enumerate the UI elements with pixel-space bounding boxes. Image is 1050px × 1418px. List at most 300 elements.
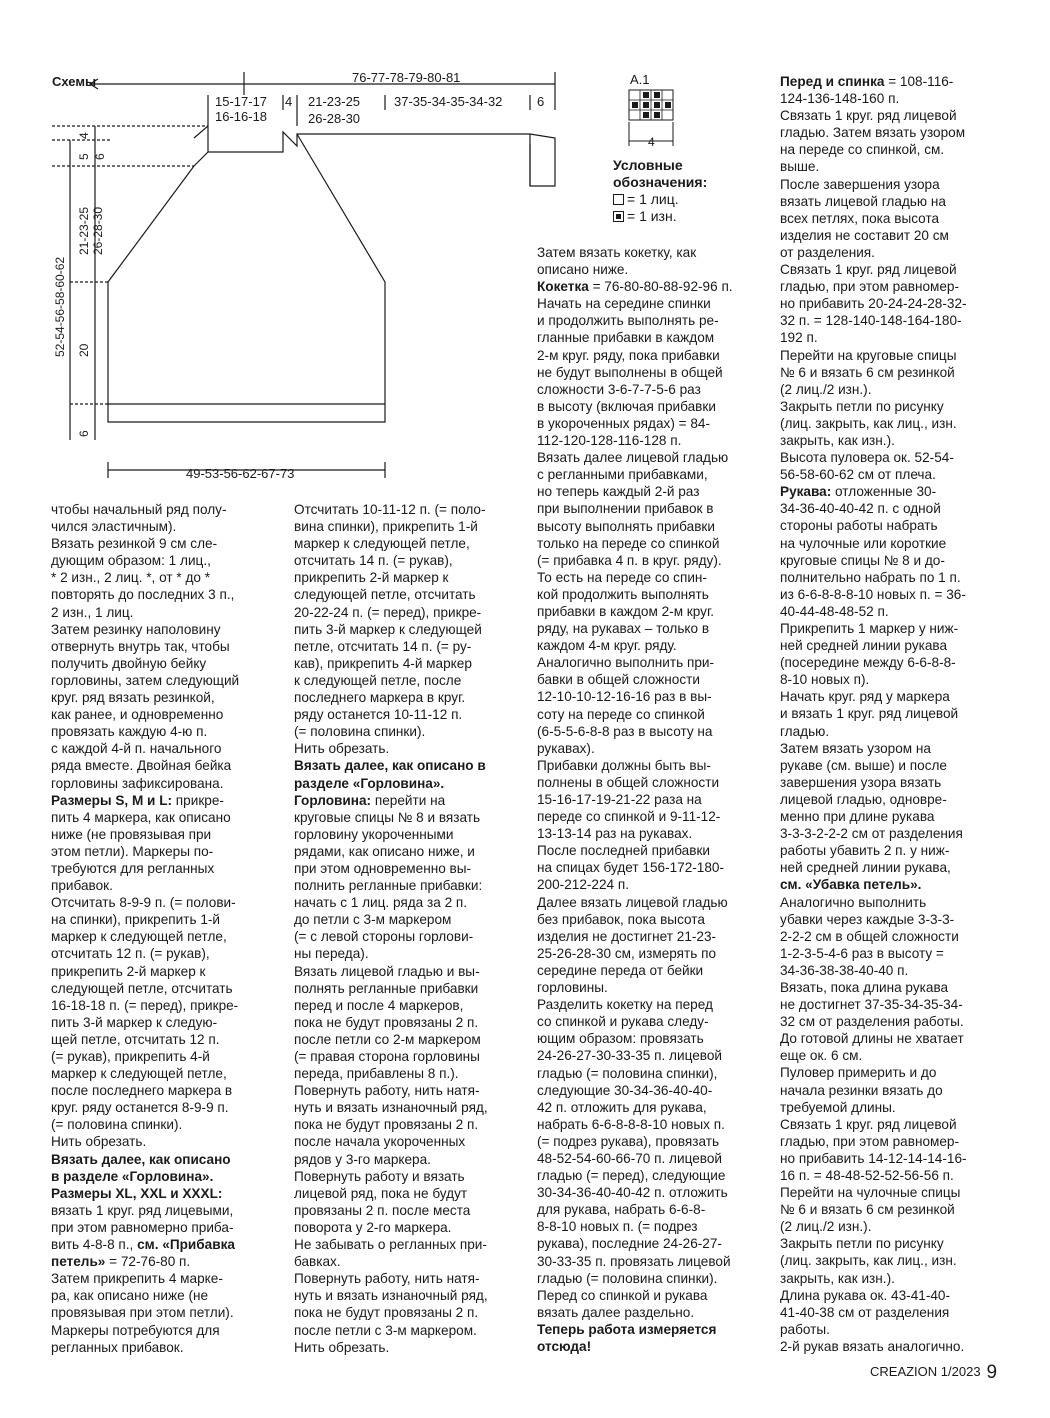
- text-segment: Прикрепить 1 маркер у ниж-: [780, 621, 959, 636]
- text-line: [51, 1304, 239, 1321]
- text-segment: Вязать резинкой 9 см сле-: [51, 536, 218, 552]
- text-segment: полнить регланные прибавки:: [294, 878, 483, 894]
- text-segment: (лиц. закрыть, как лиц., изн.: [780, 415, 957, 431]
- text-segment: работы.: [780, 1321, 830, 1337]
- text-line: [780, 637, 967, 654]
- text-segment: перейти на: [371, 792, 446, 808]
- text-line: [780, 295, 967, 312]
- text-line: [294, 1048, 488, 1065]
- text-segment: Вязать далее лицевой гладью: [537, 450, 729, 466]
- bold-segment: Горловина:: [294, 792, 372, 808]
- text-segment: 30-33-35 п. провязать лицевой: [537, 1253, 731, 1269]
- text-line: [537, 791, 733, 808]
- dim-raglan-b: 26-28-30: [308, 111, 361, 126]
- text-segment: 112-120-128-116-128 п.: [537, 433, 682, 449]
- text-segment: менно при длине рукава: [780, 809, 935, 825]
- dim-left-4: 4: [77, 132, 91, 139]
- text-line: [780, 1167, 967, 1184]
- text-line: [51, 1014, 239, 1031]
- text-line: [51, 1099, 239, 1116]
- text-segment: гладью (= половина спинки),: [537, 1065, 718, 1081]
- text-line: [780, 825, 967, 842]
- bold-segment: разделе «Горловина».: [294, 775, 445, 791]
- dim-left-5: 5: [77, 153, 91, 160]
- text-line: [51, 809, 239, 826]
- text-line: [537, 945, 733, 962]
- text-line: [294, 775, 488, 792]
- text-segment: пока не будут провязаны 2 п.: [294, 1305, 479, 1321]
- text-segment: Далее вязать лицевой гладью: [537, 894, 728, 910]
- text-line: [51, 1270, 239, 1287]
- text-segment: и вязать 1 круг. ряд лицевой: [780, 706, 959, 722]
- text-segment: горловины.: [537, 980, 608, 996]
- text-line: [537, 620, 733, 637]
- text-line: [780, 1235, 967, 1252]
- bold-segment: Вязать далее, как описано в: [294, 758, 486, 774]
- text-segment: завершения узора вязать: [780, 774, 942, 790]
- text-line: [780, 483, 967, 500]
- text-line: [780, 347, 967, 364]
- text-line: [780, 723, 967, 740]
- text-line: [51, 1202, 239, 1219]
- text-line: [537, 569, 733, 586]
- text-segment: рядов у 3-го маркера.: [294, 1151, 431, 1167]
- text-line: [51, 1339, 239, 1356]
- text-line: [780, 141, 967, 158]
- text-segment: Аналогично выполнить при-: [537, 655, 715, 671]
- text-segment: повторять до последних 3 п.,: [51, 587, 235, 603]
- text-line: [51, 1219, 239, 1236]
- knit-symbol-icon: [613, 194, 624, 205]
- text-line: [780, 449, 967, 466]
- text-line: [51, 775, 239, 792]
- text-segment: в высоту (включая прибавки: [537, 398, 716, 414]
- text-line: [51, 877, 239, 894]
- text-segment: ней средней линии рукава,: [780, 860, 951, 876]
- text-line: [537, 740, 733, 757]
- text-line: [537, 842, 733, 859]
- text-line: [537, 1047, 733, 1064]
- text-segment: каждом 4-м круг. ряду.: [537, 638, 677, 654]
- text-segment: нуть и вязать изнаночный ряд,: [294, 1100, 488, 1116]
- text-segment: 56-58-60-62 см от плеча.: [780, 467, 936, 483]
- text-line: [537, 1065, 733, 1082]
- text-line: [780, 586, 967, 603]
- text-line: [537, 654, 733, 671]
- text-segment: Вязать, пока длина рукава: [780, 979, 949, 995]
- text-line: [780, 688, 967, 705]
- text-segment: (2 лиц./2 изн.).: [780, 381, 872, 397]
- text-segment: закрыть, как изн.).: [780, 1270, 895, 1286]
- dim-yoke-a: 21-23-25: [77, 206, 91, 255]
- text-line: [51, 1133, 239, 1150]
- text-line: [51, 980, 239, 997]
- text-line: [780, 603, 967, 620]
- dim-neck-a: 15-17-17: [215, 94, 268, 109]
- text-segment: пить 3-й маркер к следующей: [294, 621, 482, 637]
- text-segment: вязать лицевой гладью на: [780, 193, 946, 209]
- text-line: [294, 655, 488, 672]
- text-segment: на чулочные или короткие: [780, 535, 947, 551]
- text-line: [51, 826, 239, 843]
- schematic-title: Схемы: [52, 74, 97, 89]
- text-line: [780, 1184, 967, 1201]
- text-segment: следующей петле, отсчитать: [294, 587, 476, 603]
- text-line: [780, 671, 967, 688]
- text-line: [294, 860, 488, 877]
- text-segment: Перейти на чулочные спицы: [780, 1185, 961, 1201]
- text-segment: 16-18-18 п. (= перед), прикре-: [51, 997, 239, 1013]
- text-line: [537, 979, 733, 996]
- text-line: [780, 1150, 967, 1167]
- bold-segment: Вязать далее, как описано: [51, 1151, 231, 1167]
- text-line: [51, 997, 239, 1014]
- text-line: [537, 381, 733, 398]
- text-line: [537, 1201, 733, 1218]
- text-segment: ра, как описано ниже (не: [51, 1288, 209, 1304]
- text-line: [537, 1235, 733, 1252]
- text-line: [537, 1013, 733, 1030]
- text-line: [780, 876, 967, 893]
- text-line: [294, 1133, 488, 1150]
- text-segment: следующей петле, отсчитать: [51, 980, 233, 996]
- text-segment: отсчитать 12 п. (= рукав),: [51, 946, 210, 962]
- text-segment: (= половина спинки).: [51, 1117, 183, 1133]
- text-line: [51, 1236, 239, 1253]
- text-segment: рукавах).: [537, 740, 595, 756]
- text-line: [780, 996, 967, 1013]
- text-segment: для рукава, набрать 6-6-8-: [537, 1202, 706, 1218]
- text-line: [780, 791, 967, 808]
- text-line: [51, 518, 239, 535]
- text-segment: Разделить кокетку на перед: [537, 997, 713, 1013]
- text-segment: 48-52-54-60-66-70 п. лицевой: [537, 1150, 722, 1166]
- text-line: [294, 1168, 488, 1185]
- text-segment: на спицах будет 156-172-180-: [537, 860, 725, 876]
- text-segment: Перед со спинкой и рукава: [537, 1287, 708, 1303]
- purl-symbol-icon: [613, 211, 624, 222]
- text-line: [51, 569, 239, 586]
- text-line: [780, 740, 967, 757]
- text-segment: № 6 и вязать 6 см резинкой: [780, 364, 955, 380]
- text-line: [537, 244, 733, 261]
- text-line: [537, 1304, 733, 1321]
- text-segment: с регланными прибавками,: [537, 467, 708, 483]
- text-line: [537, 432, 733, 449]
- text-line: [780, 329, 967, 346]
- text-line: [537, 415, 733, 432]
- text-segment: поворота у 2-го маркера.: [294, 1219, 452, 1235]
- text-line: [294, 672, 488, 689]
- text-segment: Вязать лицевой гладью и вы-: [294, 963, 480, 979]
- text-line: [51, 740, 239, 757]
- text-column-1: [51, 501, 239, 1356]
- dim-gap: 4: [285, 94, 293, 109]
- text-line: [537, 757, 733, 774]
- text-segment: Повернуть работу, нить натя-: [294, 1083, 480, 1099]
- text-segment: гладью, при этом равномер-: [780, 1133, 960, 1149]
- text-segment: вина спинки), прикрепить 1-й: [294, 519, 478, 535]
- text-line: [780, 1201, 967, 1218]
- text-segment: Затем вязать узором на: [780, 740, 931, 756]
- text-line: [780, 1218, 967, 1235]
- text-segment: 124-136-148-160 п.: [780, 91, 900, 107]
- text-segment: к следующей петле, после: [294, 672, 462, 688]
- text-segment: (= с левой стороны горлови-: [294, 929, 474, 945]
- text-segment: Связать 1 круг. ряд лицевой: [780, 108, 957, 124]
- bold-segment: Рукава:: [780, 484, 832, 500]
- dim-rib: 6: [77, 430, 91, 437]
- text-segment: (2 лиц./2 изн.).: [780, 1219, 872, 1235]
- text-segment: 32 п. = 128-140-148-164-180-: [780, 313, 962, 329]
- text-segment: № 6 и вязать 6 см резинкой: [780, 1202, 955, 1218]
- text-segment: работы убавить 2 п. у ниж-: [780, 843, 950, 859]
- page-footer: [870, 1362, 997, 1384]
- text-line: [780, 911, 967, 928]
- text-line: [537, 1287, 733, 1304]
- text-segment: Нить обрезать.: [51, 1134, 147, 1150]
- text-segment: после петли с 3-м маркером.: [294, 1322, 477, 1338]
- text-segment: (= половина спинки).: [294, 724, 426, 740]
- text-segment: вить 4-8-8 п.,: [51, 1237, 138, 1253]
- text-segment: провязывая при этом петли).: [51, 1305, 234, 1321]
- text-segment: = 108-116-: [884, 74, 954, 89]
- text-line: [294, 792, 488, 809]
- text-segment: 25-26-28-30 см, измерять по: [537, 945, 717, 961]
- text-segment: переда, прибавлены 8 п.).: [294, 1066, 459, 1082]
- text-segment: отложенные 30-: [831, 484, 937, 500]
- text-segment: со спинкой и рукава следу-: [537, 1014, 709, 1030]
- text-line: [537, 347, 733, 364]
- text-line: [294, 809, 488, 826]
- text-segment: 1-2-3-5-4-6 раз в высоту =: [780, 945, 944, 961]
- text-segment: соту на переде со спинкой: [537, 706, 705, 722]
- text-line: [780, 654, 967, 671]
- text-segment: 192 п.: [780, 330, 818, 346]
- bold-segment: Теперь работа измеряется: [537, 1321, 717, 1337]
- text-segment: нуть и вязать изнаночный ряд,: [294, 1288, 488, 1304]
- text-line: [537, 603, 733, 620]
- text-segment: (лиц. закрыть, как лиц., изн.: [780, 1253, 957, 1269]
- text-line: [294, 1253, 488, 1270]
- dim-raglan-a: 21-23-25: [308, 94, 361, 109]
- text-segment: Начать круг. ряд у маркера: [780, 689, 950, 705]
- text-segment: убавки через каждые 3-3-3-: [780, 911, 955, 927]
- text-line: [537, 586, 733, 603]
- text-segment: круговые спицы № 8 и вязать: [294, 809, 481, 825]
- text-segment: на переде со спинкой, см.: [780, 142, 945, 158]
- text-line: [537, 295, 733, 312]
- text-segment: = 72-76-80 п.: [105, 1254, 191, 1270]
- text-line: [294, 552, 488, 569]
- text-segment: после петли со 2-м маркером: [294, 1031, 481, 1047]
- text-line: [294, 843, 488, 860]
- text-segment: пить 3-й маркер к следую-: [51, 1014, 218, 1030]
- text-segment: провязать каждую 4-ю п.: [51, 724, 208, 740]
- text-segment: до петли с 3-м маркером: [294, 912, 452, 928]
- text-line: [51, 1031, 239, 1048]
- text-segment: (= прибавка 4 п. в круг. ряду).: [537, 552, 722, 568]
- text-segment: прибавки в каждом 2-м круг.: [537, 603, 715, 619]
- text-line: [294, 997, 488, 1014]
- text-segment: маркер к следующей петле,: [294, 536, 470, 552]
- text-segment: прибавок.: [51, 878, 113, 894]
- text-segment: вязать далее раздельно.: [537, 1304, 695, 1320]
- text-line: [537, 808, 733, 825]
- text-line: [780, 1099, 967, 1116]
- text-line: [780, 945, 967, 962]
- bold-segment: Кокетка: [537, 279, 589, 295]
- text-segment: гладью, при этом равномер-: [780, 279, 960, 295]
- text-column-3: [537, 244, 733, 1355]
- text-segment: последнего маркера в круг.: [294, 690, 466, 706]
- text-segment: прикрепить 2-й маркер к: [51, 963, 206, 979]
- text-segment: сложности 3-6-7-7-5-6 раз: [537, 381, 701, 397]
- text-line: [537, 688, 733, 705]
- dim-body-length: 20: [77, 343, 91, 357]
- text-line: [537, 278, 733, 295]
- text-line: [294, 1339, 488, 1356]
- text-segment: Связать 1 круг. ряд лицевой: [780, 1116, 957, 1132]
- text-line: [537, 1338, 733, 1355]
- text-segment: прикрепить 2-й маркер к: [294, 570, 449, 586]
- text-line: [294, 1151, 488, 1168]
- text-segment: набрать 6-6-8-8-8-10 новых п.: [537, 1116, 725, 1132]
- text-line: [51, 1082, 239, 1099]
- text-line: [780, 1270, 967, 1287]
- text-line: [294, 621, 488, 638]
- text-line: [294, 638, 488, 655]
- text-line: [780, 432, 967, 449]
- text-line: [51, 1185, 239, 1202]
- text-line: [537, 1184, 733, 1201]
- text-line: [294, 586, 488, 603]
- text-line: [780, 894, 967, 911]
- text-line: [780, 1030, 967, 1047]
- text-line: [780, 842, 967, 859]
- text-line: [537, 1150, 733, 1167]
- text-line: [780, 1252, 967, 1269]
- text-line: [780, 73, 967, 90]
- text-line: [294, 1270, 488, 1287]
- text-line: [780, 620, 967, 637]
- text-line: [537, 928, 733, 945]
- text-line: [780, 705, 967, 722]
- text-segment: горловину укороченными: [294, 826, 454, 842]
- text-segment: как ранее, и одновременно: [51, 707, 224, 723]
- text-line: [294, 1116, 488, 1133]
- text-line: [51, 1168, 239, 1185]
- text-segment: высоту выполнять прибавки: [537, 518, 715, 534]
- text-line: [780, 90, 967, 107]
- text-line: [537, 518, 733, 535]
- text-segment: Затем резинку наполовину: [51, 621, 221, 637]
- text-segment: круг. ряд вязать резинкой,: [51, 690, 215, 706]
- bold-segment: в разделе «Горловина».: [51, 1168, 214, 1184]
- text-segment: ряду останется 10-11-12 п.: [294, 707, 463, 723]
- text-segment: без прибавок, пока высота: [537, 911, 705, 927]
- text-line: [51, 963, 239, 980]
- text-line: [294, 911, 488, 928]
- text-line: [51, 1322, 239, 1339]
- text-segment: Аналогично выполнить: [780, 894, 927, 910]
- text-segment: и продолжить выполнять ре-: [537, 313, 719, 329]
- text-segment: после последнего маркера в: [51, 1083, 233, 1099]
- text-line: [537, 398, 733, 415]
- text-segment: лицевой гладью, одновре-: [780, 791, 947, 807]
- text-line: [294, 518, 488, 535]
- text-line: [780, 500, 967, 517]
- text-segment: с каждой 4-й п. начального: [51, 741, 222, 757]
- text-segment: 2-м круг. ряду, пока прибавки: [537, 347, 720, 363]
- text-line: [537, 312, 733, 329]
- text-segment: кой продолжить выполнять: [537, 586, 709, 602]
- text-segment: пока не будут провязаны 2 п.: [294, 1117, 479, 1133]
- text-line: [294, 569, 488, 586]
- text-segment: при этом одновременно вы-: [294, 860, 472, 876]
- text-segment: 34-36-38-38-40-40 п.: [780, 962, 909, 978]
- text-line: [51, 552, 239, 569]
- text-segment: после начала укороченных: [294, 1134, 466, 1150]
- text-segment: но прибавить 14-12-14-14-16-: [780, 1150, 967, 1166]
- text-segment: бавках.: [294, 1254, 341, 1270]
- text-segment: провязаны 2 п. после места: [294, 1202, 471, 1218]
- text-segment: = 76-80-80-88-92-96 п.: [588, 279, 733, 295]
- text-line: [780, 398, 967, 415]
- text-segment: Затем вязать кокетку, как: [537, 245, 697, 260]
- bold-segment: см. «Прибавка: [137, 1237, 235, 1253]
- text-segment: но прибавить 20-24-24-28-32-: [780, 296, 967, 312]
- chart-width-label: 4: [648, 135, 655, 149]
- text-line: [780, 552, 967, 569]
- text-segment: Маркеры потребуются для: [51, 1322, 220, 1338]
- text-line: [294, 740, 488, 757]
- text-line: [537, 894, 733, 911]
- text-line: [537, 706, 733, 723]
- text-line: [780, 774, 967, 791]
- text-line: [51, 501, 239, 518]
- bold-segment: Размеры S, M и L:: [51, 792, 173, 808]
- text-segment: рукаве (см. выше) и после: [780, 757, 947, 773]
- text-segment: Начать на середине спинки: [537, 296, 711, 312]
- text-segment: Пуловер примерить и до: [780, 1065, 937, 1081]
- text-line: [537, 859, 733, 876]
- legend-purl: = 1 изн.: [627, 208, 677, 224]
- text-line: [537, 483, 733, 500]
- text-line: [51, 672, 239, 689]
- text-line: [51, 1065, 239, 1082]
- text-line: [294, 723, 488, 740]
- text-segment: пить 4 маркера, как описано: [51, 809, 231, 825]
- text-segment: 8-10 новых п).: [780, 672, 870, 688]
- text-segment: отсчитать 14 п. (= рукав),: [294, 553, 453, 569]
- text-line: [294, 1031, 488, 1048]
- text-segment: вязать 1 круг. ряд лицевыми,: [51, 1202, 234, 1218]
- text-segment: ны переда).: [294, 946, 369, 962]
- text-line: [780, 808, 967, 825]
- text-line: [537, 1167, 733, 1184]
- text-segment: Повернуть работу, нить натя-: [294, 1271, 480, 1287]
- text-line: [294, 877, 488, 894]
- text-segment: гланные прибавки в каждом: [537, 330, 715, 346]
- text-line: [51, 860, 239, 877]
- text-line: [294, 535, 488, 552]
- text-segment: полнены в общей сложности: [537, 774, 720, 790]
- dim-sleeve-length: 37-35-34-35-34-32: [394, 94, 503, 109]
- text-segment: полнять регланные прибавки: [294, 980, 479, 996]
- text-line: [537, 552, 733, 569]
- text-line: [537, 329, 733, 346]
